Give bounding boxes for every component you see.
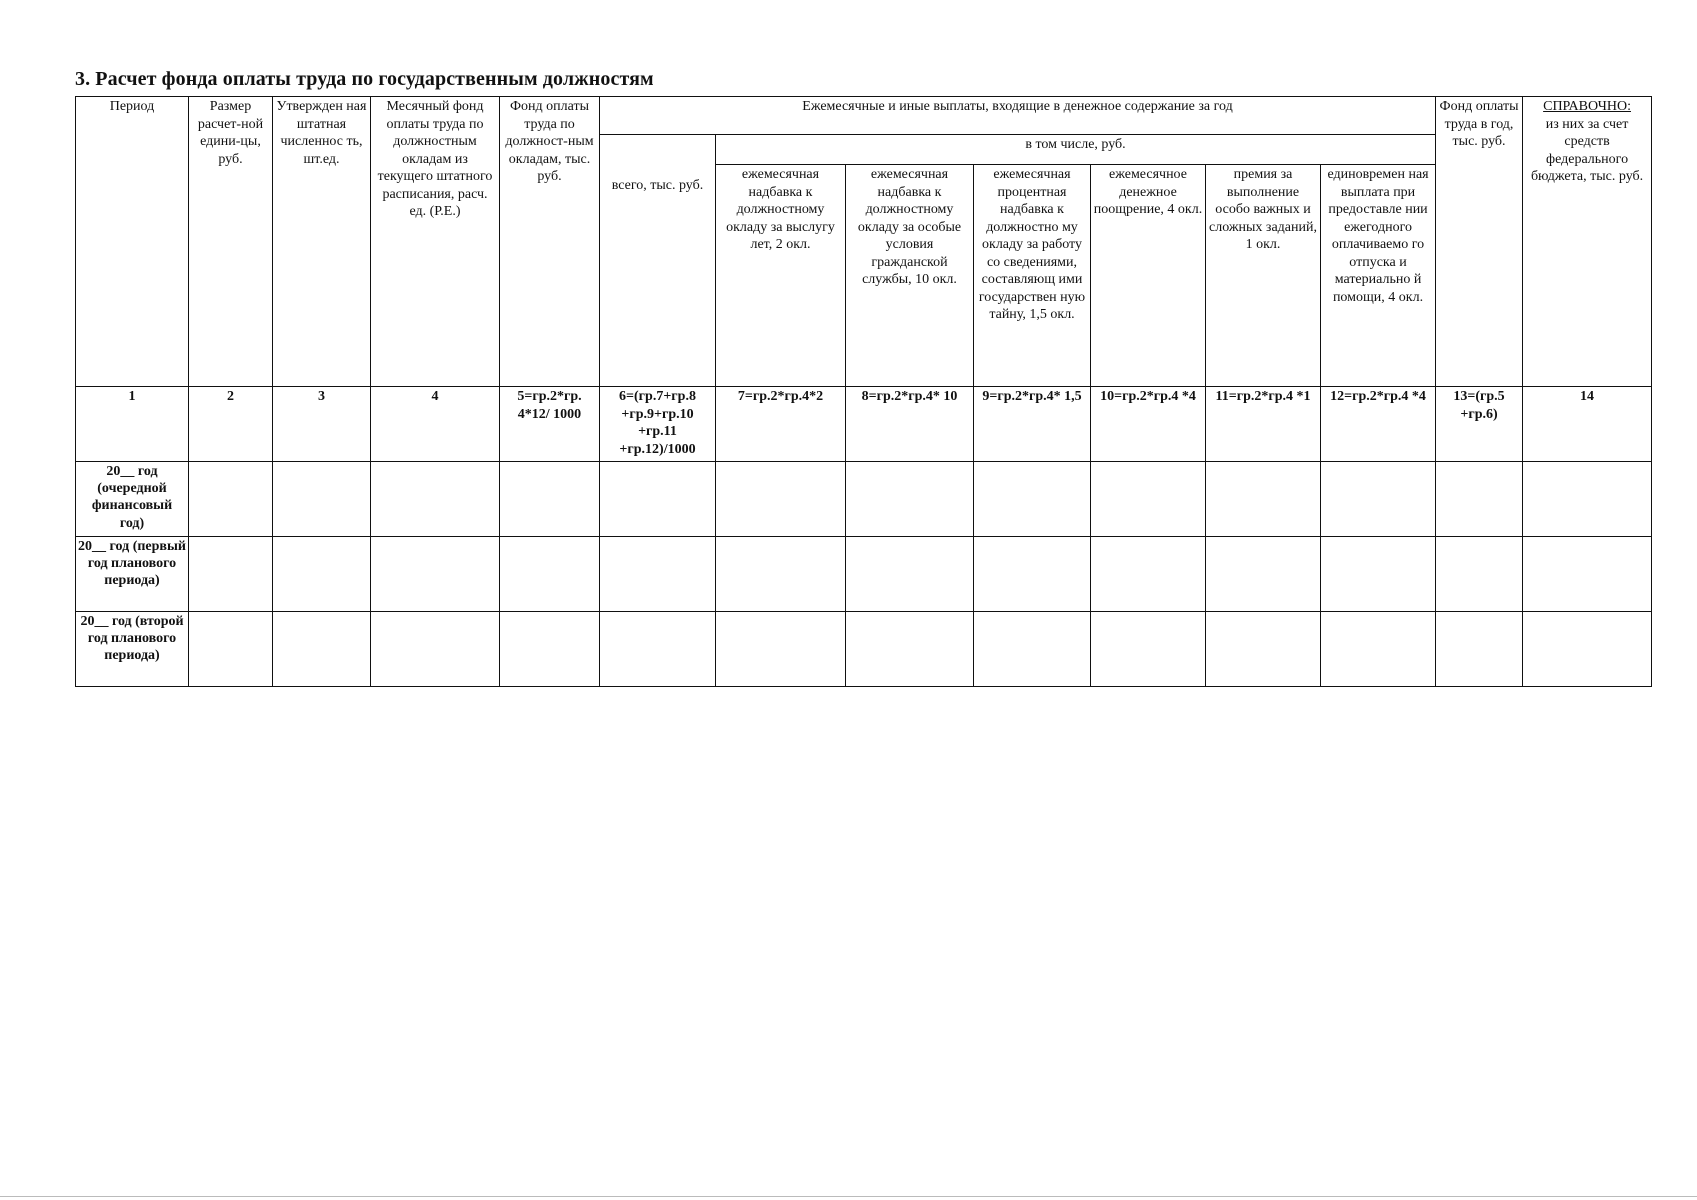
table-cell (1206, 612, 1321, 687)
period-label: 20__ год (первый год планового периода) (76, 537, 189, 612)
table-cell (371, 612, 500, 687)
table-cell (846, 462, 974, 537)
table-cell (1321, 537, 1436, 612)
header-period: Период (76, 97, 189, 387)
column-formula: 6=(гр.7+гр.8 +гр.9+гр.10 +гр.11 +гр.12)/1000 (600, 387, 716, 462)
table-cell (500, 537, 600, 612)
column-formula: 8=гр.2*гр.4* 10 (846, 387, 974, 462)
payroll-table (75, 96, 1652, 687)
column-number: 4 (371, 387, 500, 462)
table-cell (600, 462, 716, 537)
header-annual-fund: Фонд оплаты труда в год, тыс. руб. (1436, 97, 1523, 387)
table-cell (1523, 612, 1652, 687)
column-number: 3 (273, 387, 371, 462)
table-cell (974, 537, 1091, 612)
table-cell (273, 537, 371, 612)
header-unit-size: Размер расчет-ной едини-цы, руб. (189, 97, 273, 387)
period-label: 20__ год (второй год планового периода) (76, 612, 189, 687)
column-numbers-row (76, 387, 1652, 462)
table-cell (1321, 612, 1436, 687)
column-number: 2 (189, 387, 273, 462)
header-reference (1523, 97, 1652, 387)
column-formula: 12=гр.2*гр.4 *4 (1321, 387, 1436, 462)
header-staff-count: Утвержден ная штатная численнос ть, шт.ед. (273, 97, 371, 387)
header-row-1 (76, 97, 1652, 135)
header-federal-budget: из них за счет средств федерального бюджета, тыс. руб. (1530, 116, 1644, 184)
table-cell (716, 537, 846, 612)
column-formula: 11=гр.2*гр.4 *1 (1206, 387, 1321, 462)
table-cell (600, 612, 716, 687)
header-including-group: в том числе, руб. (716, 135, 1436, 165)
header-special-tasks-premium: премия за выполнение особо важных и сложных заданий, 1 окл. (1206, 165, 1321, 387)
column-number: 14 (1523, 387, 1652, 462)
table-cell (500, 462, 600, 537)
header-monthly-incentive: ежемесячное денежное поощрение, 4 окл. (1091, 165, 1206, 387)
table-cell (189, 462, 273, 537)
column-formula: 5=гр.2*гр. 4*12/ 1000 (500, 387, 600, 462)
header-secret-info-bonus: ежемесячная процентная надбавка к должностно му окладу за работу со сведениями, составляющ ими государствен ную тайну, 1,5 окл. (974, 165, 1091, 387)
column-formula: 9=гр.2*гр.4* 1,5 (974, 387, 1091, 462)
table-cell (371, 462, 500, 537)
table-cell (371, 537, 500, 612)
table-cell (1523, 462, 1652, 537)
table-cell (1091, 537, 1206, 612)
table-row (76, 537, 1652, 612)
table-cell (1436, 612, 1523, 687)
header-vacation-payment: единовремен ная выплата при предоставле нии ежегодного оплачиваемо го отпуска и материально й помощи, 4 окл. (1321, 165, 1436, 387)
header-total: всего, тыс. руб. (600, 135, 716, 387)
period-label: 20__ год (очередной финансовый год) (76, 462, 189, 537)
table-cell (1206, 537, 1321, 612)
table-cell (1091, 462, 1206, 537)
table-cell (1091, 612, 1206, 687)
table-row (76, 612, 1652, 687)
table-cell (716, 462, 846, 537)
table-cell (1206, 462, 1321, 537)
header-special-conditions-bonus: ежемесячная надбавка к должностному окладу за особые условия гражданской службы, 10 окл. (846, 165, 974, 387)
table-cell (500, 612, 600, 687)
table-cell (600, 537, 716, 612)
table-cell (273, 612, 371, 687)
table-cell (716, 612, 846, 687)
table-cell (273, 462, 371, 537)
table-cell (1436, 462, 1523, 537)
header-reference-label: СПРАВОЧНО: (1543, 99, 1631, 114)
column-number: 1 (76, 387, 189, 462)
table-cell (974, 612, 1091, 687)
table-cell (1523, 537, 1652, 612)
table-cell (974, 462, 1091, 537)
table-cell (846, 612, 974, 687)
page-title: 3. Расчет фонда оплаты труда по государственным должностям (75, 68, 654, 90)
header-monthly-payments-group: Ежемесячные и иные выплаты, входящие в денежное содержание за год (600, 97, 1436, 135)
column-formula: 10=гр.2*гр.4 *4 (1091, 387, 1206, 462)
header-monthly-fund: Месячный фонд оплаты труда по должностным окладам из текущего штатного расписания, расч. ед. (Р.Е.) (371, 97, 500, 387)
table-cell (1436, 537, 1523, 612)
column-formula: 13=(гр.5 +гр.6) (1436, 387, 1523, 462)
column-formula: 7=гр.2*гр.4*2 (716, 387, 846, 462)
table-cell (846, 537, 974, 612)
header-salary-fund: Фонд оплаты труда по должност-ным окладам, тыс. руб. (500, 97, 600, 387)
table-cell (189, 537, 273, 612)
table-row (76, 462, 1652, 537)
scan-bottom-edge (0, 1196, 1697, 1197)
header-seniority-bonus: ежемесячная надбавка к должностному окладу за выслугу лет, 2 окл. (716, 165, 846, 387)
table-cell (189, 612, 273, 687)
table-cell (1321, 462, 1436, 537)
